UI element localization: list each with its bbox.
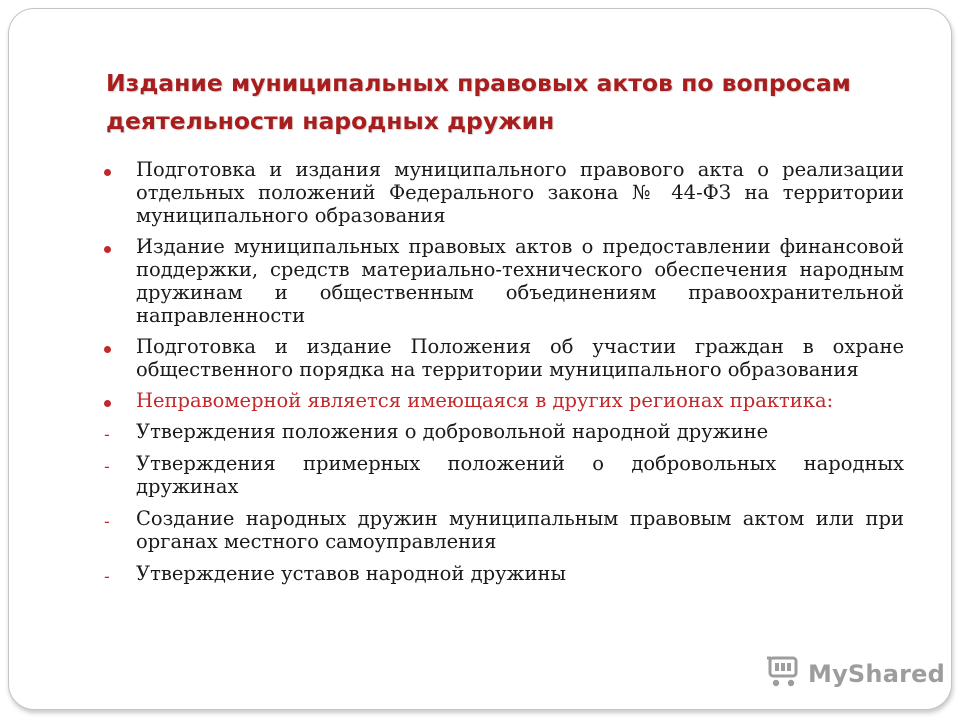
list-item: [104, 158, 904, 227]
bullet-marker: [104, 235, 126, 258]
slide-content: [104, 158, 904, 594]
list-item: [104, 235, 904, 327]
sub-list-item: [104, 452, 904, 498]
dash-marker: -: [104, 425, 110, 444]
sub-list-item-text: Утверждение уставов народной дружины: [136, 562, 566, 585]
sub-list-item-text: Создание народных дружин муниципальным правовым актом или при органах местного самоуправления: [136, 507, 904, 553]
list-item: [104, 335, 904, 381]
bullet-marker: [104, 389, 126, 412]
watermark-text: MyShared: [808, 660, 945, 688]
sub-list-item-text: Утверждения примерных положений о добровольных народных дружинах: [136, 452, 904, 498]
list-item-text: Неправомерной является имеющаяся в других регионах практика:: [136, 389, 834, 412]
bullet-marker: [104, 335, 126, 358]
sub-list-item: [104, 562, 904, 585]
sub-list-item: [104, 507, 904, 553]
dash-marker: -: [104, 457, 110, 476]
slide-title-line-2: деятельности народных дружин: [106, 107, 555, 135]
myshared-watermark: [766, 654, 945, 694]
slide-title-line-1: Издание муниципальных правовых актов по вопросам: [106, 69, 851, 97]
sub-list-item: [104, 420, 904, 443]
list-item-text: Издание муниципальных правовых актов о предоставлении финансовой поддержки, средств материально-технического обеспечения народным дружинам и общественным объединениям правоохранительной направленности: [136, 235, 904, 327]
list-item-text: Подготовка и издания муниципального правового акта о реализации отдельных положений Федерального закона № 44-ФЗ на территории муниципального образования: [136, 158, 904, 227]
list-item-text: Подготовка и издание Положения об участии граждан в охране общественного порядка на территории муниципального образования: [136, 335, 904, 381]
list-item-highlighted: [104, 389, 904, 412]
slide-title: [106, 64, 906, 140]
sub-list-item-text: Утверждения положения о добровольной народной дружине: [136, 420, 769, 443]
bullet-marker: [104, 158, 126, 181]
dash-marker: -: [104, 567, 110, 586]
cart-icon: [766, 655, 802, 693]
dash-marker: -: [104, 512, 110, 531]
